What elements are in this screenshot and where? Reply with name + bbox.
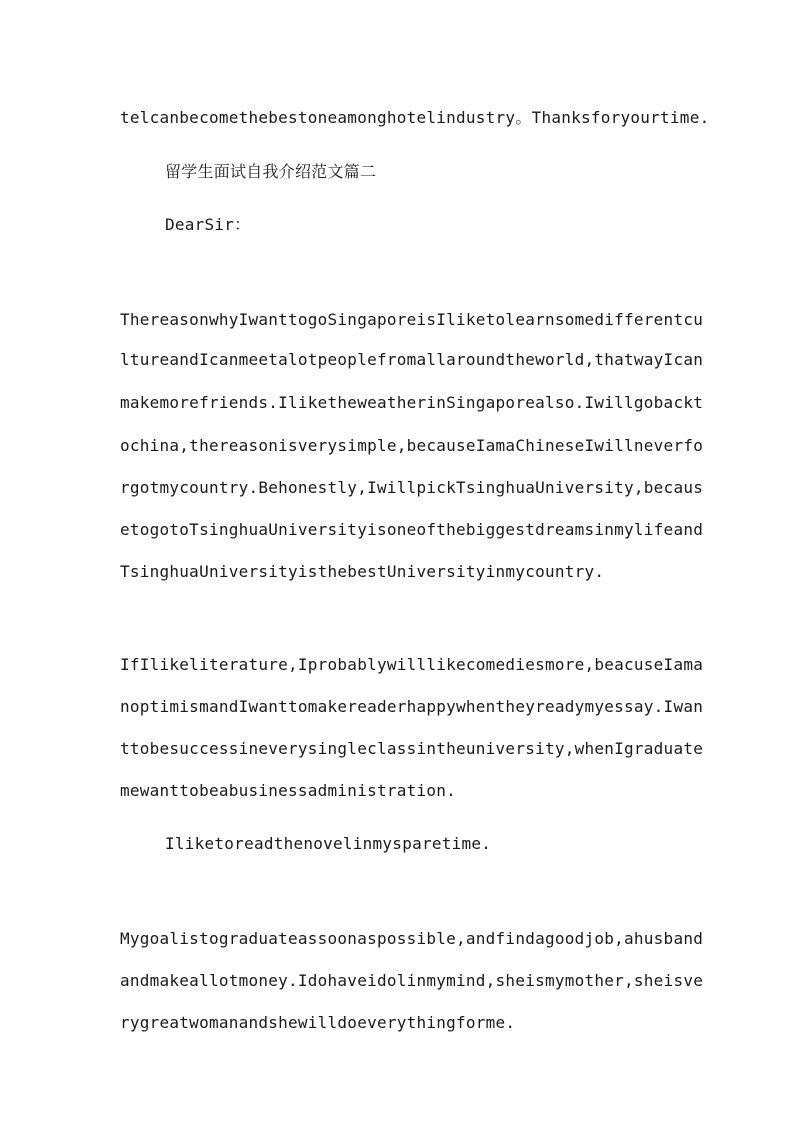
paragraph-3-line: rygreatwomanandshewilldoeverythingforme. — [120, 1013, 516, 1032]
paragraph-1-line: TsinghuaUniversityisthebestUniversityinmycountry. — [120, 562, 605, 581]
paragraph-1-line: makemorefriends.IliketheweatherinSingaporealso.Iwillgobackt — [120, 393, 704, 412]
paragraph-1-line: rgotmycountry.Behonestly,IwillpickTsinghuaUniversity,becaus — [120, 478, 704, 497]
paragraph-3-line: andmakeallotmoney.Idohaveidolinmymind,sheismymother,sheisve — [120, 971, 704, 990]
paragraph-3-line: Mygoalistograduateassoonaspossible,andfindagoodjob,ahusband — [120, 929, 704, 948]
paragraph-2-line: mewanttobeabusinessadministration. — [120, 781, 457, 800]
paragraph-2-line: noptimismandIwanttomakereaderhappywhentheyreadymyessay.Iwan — [120, 697, 704, 716]
paragraph-1-line: ochina,thereasonisverysimple,becauseIamaChineseIwillneverfo — [120, 436, 704, 455]
salutation: DearSir： — [165, 215, 251, 234]
paragraph-1-line: etogotoTsinghuaUniversityisoneofthebiggestdreamsinmylifeand — [120, 520, 704, 539]
paragraph-1-line: ThereasonwhyIwanttogoSingaporeisIliketolearnsomedifferentcu — [120, 310, 704, 329]
section-heading: 留学生面试自我介绍范文篇二 — [165, 162, 377, 181]
intro-line: telcanbecomethebestoneamonghotelindustry。Thanksforyourtime. — [120, 108, 710, 127]
paragraph-1-line: ltureandIcanmeetalotpeoplefromallaroundtheworld,thatwayIcan — [120, 350, 704, 369]
paragraph-2-line: IfIlikeliterature,Iprobablywilllikecomediesmore,beacuseIama — [120, 655, 704, 674]
paragraph-2-line: ttobesuccessineverysingleclassintheuniversity,whenIgraduate — [120, 739, 704, 758]
hobby-line: Iliketoreadthenovelinmysparetime. — [165, 834, 492, 853]
